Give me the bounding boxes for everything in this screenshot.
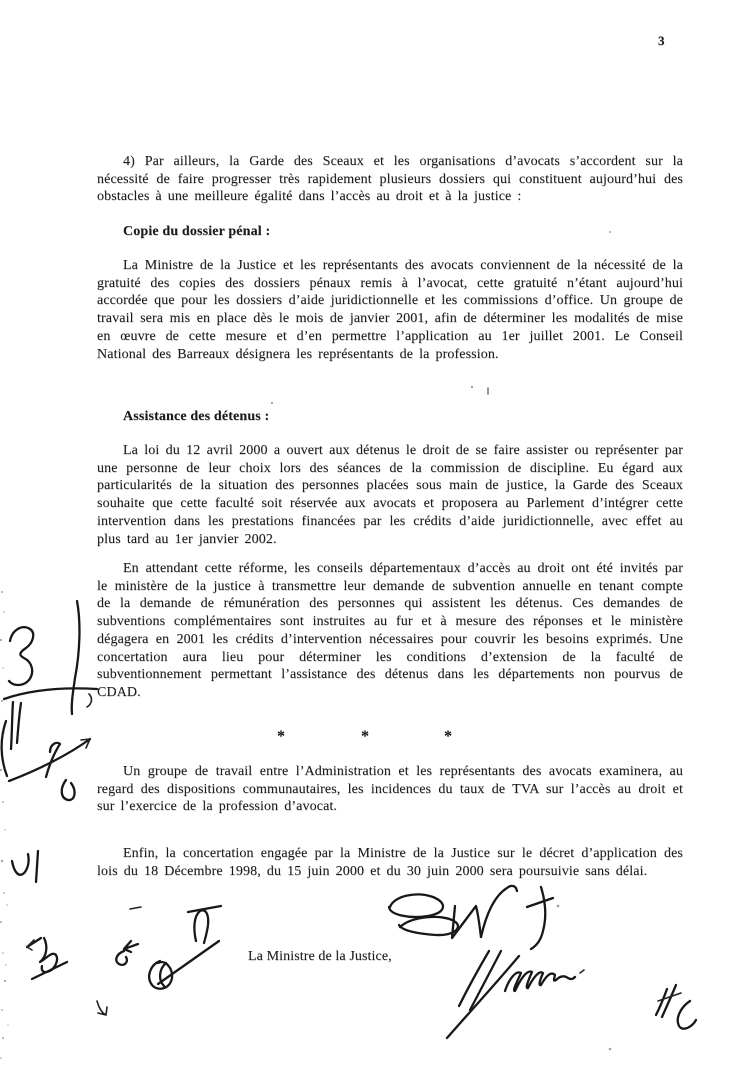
margin-scribble-icon bbox=[2, 601, 97, 882]
paragraph-copie-dossier: La Ministre de la Justice et les représentants des avocats conviennent de la nécessité de la gratuité des copies des dossiers pénaux remis à l’avocat, cette gratuité n’étant aujourd’hui accordée que pour les dossiers d’aide juridictionnelle et les commissions d’office. Un groupe de travail sera mis en place dès le mois de janvier 2001, afin de déterminer les modalités de mise en œuvre de cette mesure et d’en permettre l’application au 1er juillet 2001. Le Conseil National des Barreaux désignera les représentants de la profession. bbox=[97, 258, 683, 362]
paragraph-assistance-detenus: La loi du 12 avril 2000 a ouvert aux détenus le droit de se faire assister ou représenter par une personne de leur choix lors des séances de la commission de discipline. Eu égard aux particularités de la situation des personnes placées sous main de justice, la Garde des Sceaux souhaite que cette faculté soit réservée aux avocats et proposera au Parlement d’intégrer cette intervention dans les prestations financées par les crédits d’aide juridictionnelle, avec effet au plus tard au 1er janvier 2002. bbox=[97, 443, 683, 547]
minister-signature-icon bbox=[447, 951, 584, 1038]
bottom-left-marks-icon bbox=[27, 906, 221, 1015]
paragraph-intro: 4) Par ailleurs, la Garde des Sceaux et les organisations d’avocats s’accordent sur la nécessité de faire progresser très rapidement plusieurs dossiers qui constituent aujourd’hui des obstacles à une meilleure égalité dans l’accès au droit et à la justice : bbox=[97, 154, 683, 205]
signature-caption: La Ministre de la Justice, bbox=[248, 949, 392, 964]
corner-initials-icon bbox=[656, 985, 696, 1029]
paragraph-reforme-subventions: En attendant cette réforme, les conseils départementaux d’accès au droit ont été invités par le ministère de la justice à transmettre leur demande de subvention annuelle en tenant compte de la demande de rémunération des personnes qui assistent les détenus. Ces demandes de subventions complémentaires sont instruites au fur et à mesure des réponses et le ministère dégagera en 2001 les crédits d’intervention nécessaires pour couvrir les besoins exprimés. Une concertation aura lieu pour déterminer les conditions d’extension de la faculté de subventionnement permettant l’assistance des détenus dans les départements non pourvus de CDAD. bbox=[97, 561, 683, 700]
heading-copie-dossier-penal: Copie du dossier pénal : bbox=[123, 224, 271, 239]
separator-asterisk: * bbox=[361, 728, 369, 745]
separator-asterisk: * bbox=[444, 728, 452, 745]
heading-assistance-detenus: Assistance des détenus : bbox=[123, 409, 270, 424]
page-number: 3 bbox=[658, 33, 665, 48]
paragraph-tva: Un groupe de travail entre l’Administration et les représentants des avocats examinera, au regard des dispositions communautaires, les incidences du taux de TVA sur l’accès au droit et sur l’exercice de la profession d’avocat. bbox=[97, 764, 683, 815]
separator-asterisk: * bbox=[277, 728, 285, 745]
initials-scribble-icon bbox=[389, 886, 559, 949]
paragraph-enfin-decret: Enfin, la concertation engagée par la Ministre de la Justice sur le décret d’application des lois du 18 Décembre 1998, du 15 juin 2000 et du 30 juin 2000 sera poursuivie sans délai. bbox=[97, 846, 683, 879]
